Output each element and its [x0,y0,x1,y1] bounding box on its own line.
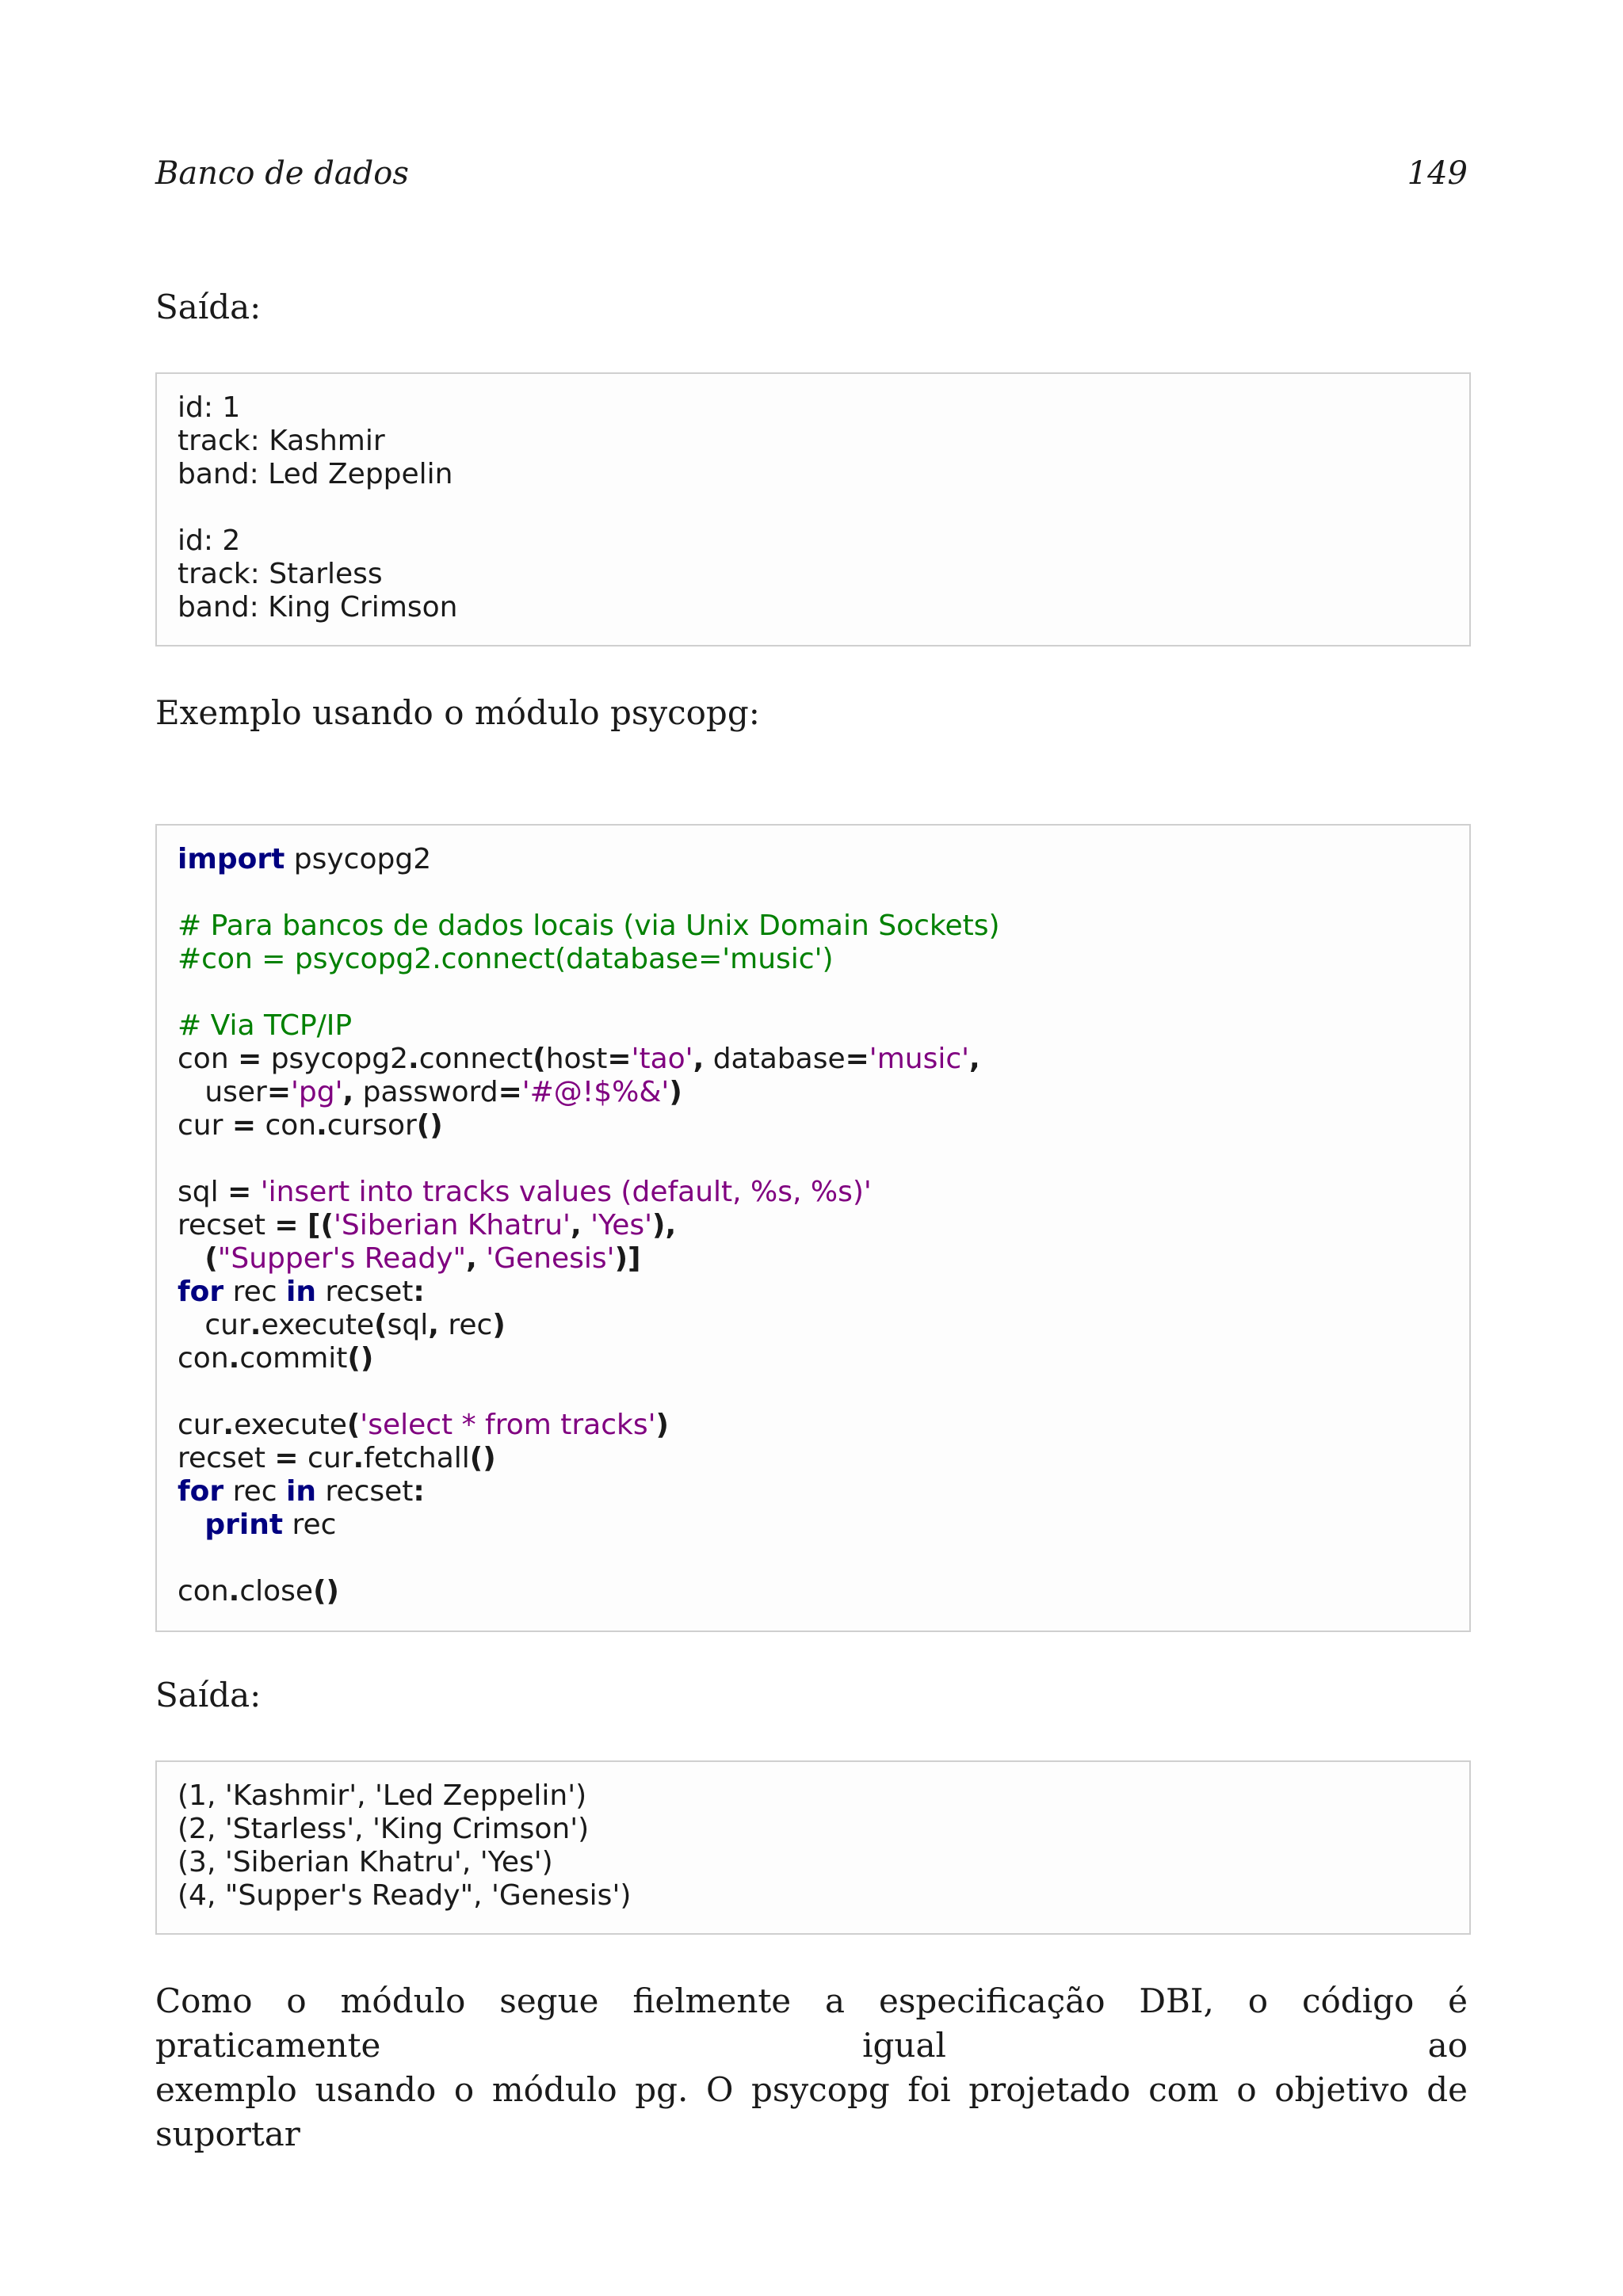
output-box-1 [155,372,1471,646]
operator: = [274,1209,299,1241]
code-text: execute [261,1309,375,1341]
operator: . [223,1409,235,1441]
code-text: recset [178,1209,275,1241]
code-text: rec [223,1276,286,1308]
code-line [178,1309,1449,1342]
operator: [( [307,1209,334,1241]
code-line [178,1242,1449,1276]
operator: = [231,1109,257,1142]
code-text: rec [283,1508,337,1541]
code-line [178,1442,1449,1475]
keyword: for [178,1475,224,1508]
blank-line [178,1542,1449,1575]
string-literal: 'music' [869,1043,970,1075]
code-text: host [545,1043,608,1075]
code-text [299,1209,307,1241]
operator: = [238,1043,262,1075]
keyword: import [178,843,285,875]
string-literal: 'select * from tracks' [360,1409,656,1441]
blank-line [178,876,1449,910]
output-box-2 [155,1760,1471,1935]
code-text [178,1508,204,1541]
operator: ) [492,1309,506,1341]
output-label-1: Saída: [155,288,262,326]
code-text: cur [178,1109,232,1142]
operator: . [353,1442,365,1474]
code-text: psycopg2 [262,1043,409,1075]
running-title: Banco de dados [155,155,409,192]
operator: : [413,1276,425,1308]
code-line [178,1575,1449,1608]
code-line [178,1076,1449,1109]
output-line: id: 1 [178,391,241,424]
code-text: psycopg2 [285,843,432,875]
operator: . [316,1109,327,1142]
string-literal: 'Genesis' [486,1242,615,1275]
comment-line: # Via TCP/IP [178,1009,353,1042]
operator: , [693,1043,705,1075]
output-line: (3, 'Siberian Khatru', 'Yes') [178,1846,553,1878]
code-line [178,1043,1449,1076]
operator: , [428,1309,439,1341]
code-text: recset [315,1276,414,1308]
code-text: cur [178,1409,223,1441]
code-line [178,843,1449,876]
code-text [582,1209,590,1241]
blank-line [178,1375,1449,1409]
operator: = [266,1076,292,1108]
code-text: recset [178,1442,275,1474]
code-text: rec [438,1309,493,1341]
code-text: password [353,1076,498,1108]
output-line: (4, "Supper's Ready", 'Genesis') [178,1879,632,1912]
operator: = [607,1043,632,1075]
code-text [178,1242,204,1275]
example-label: Exemplo usando o módulo psycopg: [155,693,760,732]
operator: . [228,1342,240,1375]
code-text: execute [234,1409,347,1441]
operator: : [413,1475,425,1508]
code-text [477,1242,486,1275]
code-text: commit [239,1342,348,1375]
operator: = [498,1076,522,1108]
code-line [178,1276,1449,1309]
operator: , [969,1043,980,1075]
comment-line: # Para bancos de dados locais (via Unix Domain Sockets) [178,910,1000,942]
string-literal: 'tao' [631,1043,693,1075]
code-line [178,1409,1449,1442]
operator: () [313,1575,339,1608]
operator: ( [374,1309,388,1341]
operator: = [845,1043,869,1075]
code-line [178,1109,1449,1142]
string-literal: 'Yes' [590,1209,652,1241]
code-line [178,1475,1449,1508]
blank-line [178,491,1449,524]
operator: = [227,1176,252,1208]
code-text: connect [418,1043,533,1075]
operator: , [342,1076,354,1108]
code-text: cursor [327,1109,417,1142]
operator: ) [655,1409,669,1441]
code-line [178,1176,1449,1209]
output-label-2: Saída: [155,1676,262,1714]
code-text: cur [298,1442,353,1474]
operator: . [408,1043,419,1075]
code-line [178,1209,1449,1242]
output-line: band: King Crimson [178,591,458,624]
operator: ( [204,1242,218,1275]
string-literal: 'insert into tracks values (default, %s, %s)' [260,1176,872,1208]
output-line: track: Starless [178,558,383,590]
output-line: (2, 'Starless', 'King Crimson') [178,1813,590,1845]
keyword: in [286,1475,316,1508]
code-text: recset [315,1475,414,1508]
output-line: id: 2 [178,524,241,557]
string-literal: "Supper's Ready" [217,1242,467,1275]
code-box [155,824,1471,1632]
comment-line: #con = psycopg2.connect(database='music') [178,943,834,975]
string-literal: 'pg' [291,1076,343,1108]
code-text: close [239,1575,314,1608]
code-text: con [256,1109,317,1142]
operator: () [469,1442,496,1474]
operator: ( [533,1043,546,1075]
blank-line [178,976,1449,1009]
paragraph-line: Como o módulo segue fielmente a especificação DBI, o código é praticamente igual ao [155,1981,1468,2065]
paragraph-line: exemplo usando o módulo pg. O psycopg foi projetado com o objetivo de suportar [155,2070,1468,2153]
page-header [155,155,1468,203]
operator: ( [346,1409,361,1441]
code-text: sql [387,1309,429,1341]
operator: () [416,1109,443,1142]
output-line: track: Kashmir [178,425,385,457]
operator: , [570,1209,582,1241]
keyword: for [178,1276,224,1308]
code-line [178,1508,1449,1542]
code-text: fetchall [364,1442,470,1474]
string-literal: 'Siberian Khatru' [333,1209,571,1241]
keyword: in [286,1276,316,1308]
operator: ) [669,1076,682,1108]
code-text: rec [223,1475,286,1508]
blank-line [178,1142,1449,1176]
code-line [178,1342,1449,1375]
output-line: band: Led Zeppelin [178,458,453,490]
output-line: (1, 'Kashmir', 'Led Zeppelin') [178,1779,587,1812]
operator: . [228,1575,240,1608]
code-text: con [178,1342,229,1375]
keyword: print [204,1508,284,1541]
operator: )] [614,1242,641,1275]
code-text [251,1176,260,1208]
body-paragraph [155,1979,1468,2157]
operator: ), [652,1209,677,1241]
operator: = [274,1442,299,1474]
code-text: database [704,1043,846,1075]
code-text: con [178,1575,229,1608]
code-text: sql [178,1176,228,1208]
operator: . [250,1309,262,1341]
code-text: con [178,1043,239,1075]
string-literal: '#@!$%&' [521,1076,670,1108]
operator: () [347,1342,374,1375]
code-text: user [178,1076,267,1108]
code-text: cur [178,1309,250,1341]
page-number: 149 [1407,155,1468,192]
operator: , [466,1242,477,1275]
